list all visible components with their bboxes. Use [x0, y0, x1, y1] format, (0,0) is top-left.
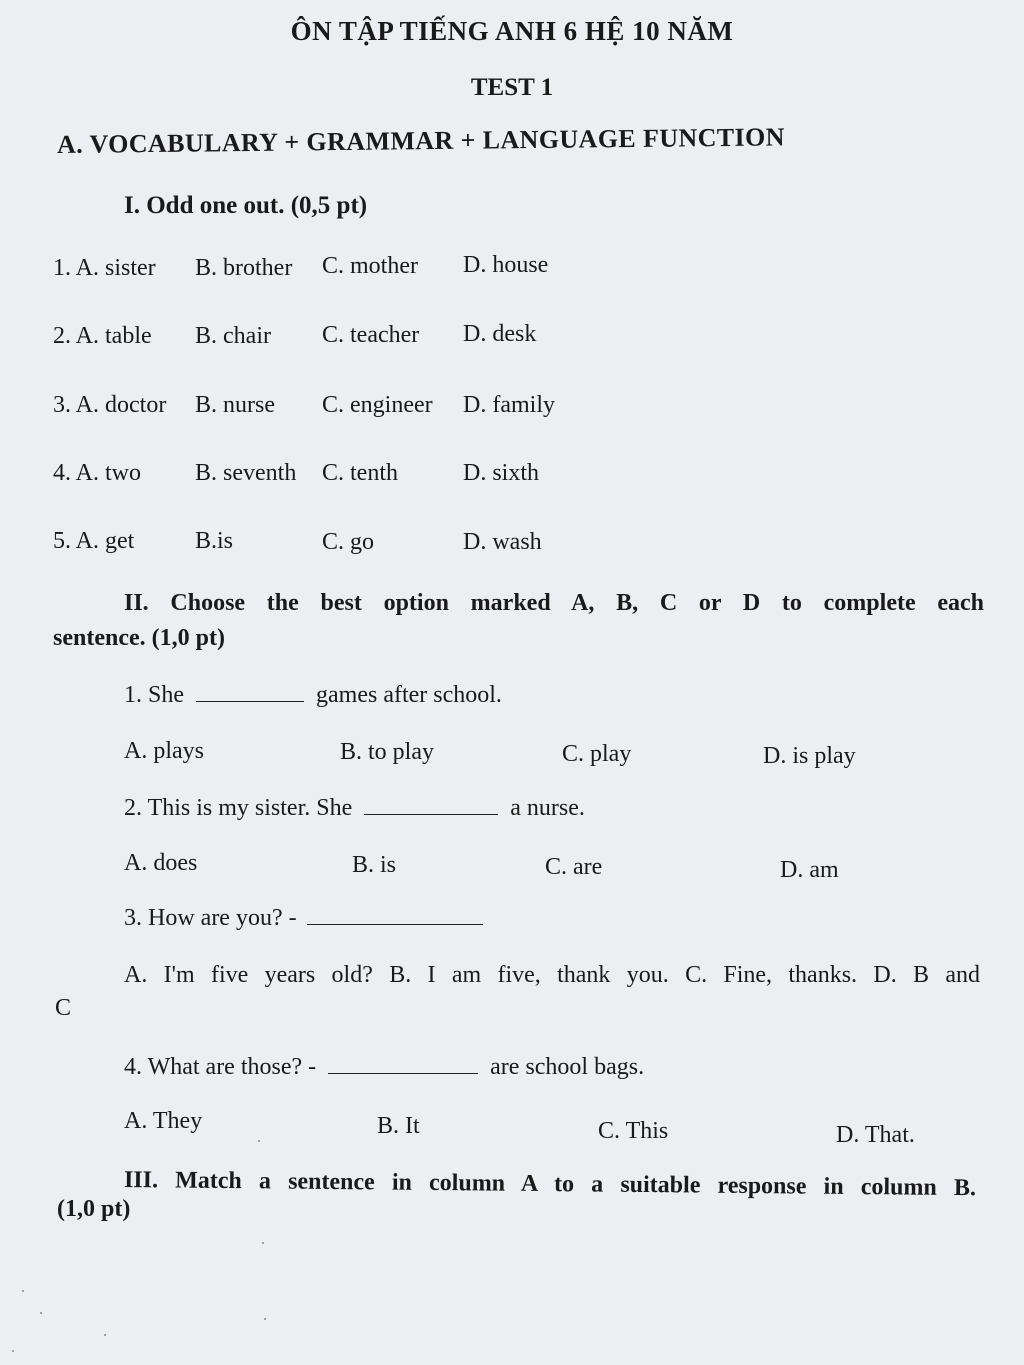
part1-heading: I. Odd one out. (0,5 pt) [124, 192, 368, 219]
page-title: ÔN TẬP TIẾNG ANH 6 HỆ 10 NĂM [290, 16, 734, 46]
part3-heading-cont: (1,0 pt) [57, 1196, 131, 1222]
option-d: D. family [463, 392, 555, 418]
option-a: 5. A. get [53, 528, 135, 554]
option-b: B.is [195, 528, 234, 554]
option-d: D. That. [836, 1122, 915, 1148]
question-stem-end: are school bags. [490, 1054, 645, 1080]
option-c: C. engineer [322, 392, 433, 418]
part2-question-3 [124, 905, 487, 932]
part2-heading: II. Choose the best option marked A, B, C or D to complete each [124, 590, 984, 616]
option-c: C. are [545, 854, 603, 880]
option-a: 1. A. sister [53, 255, 156, 281]
option-b: B. to play [340, 739, 434, 765]
part2-question-2 [124, 795, 585, 822]
option-d: D. house [463, 252, 549, 278]
option-c: C. This [598, 1118, 669, 1144]
answer-blank [328, 1055, 478, 1074]
option-a: 2. A. table [53, 323, 152, 349]
option-c: C. tenth [322, 460, 398, 486]
part2-question-4 [124, 1054, 644, 1081]
option-a: A. plays [124, 738, 204, 764]
answer-blank [364, 796, 498, 815]
option-b: B. brother [195, 255, 293, 281]
option-c: C. teacher [322, 322, 420, 348]
question-stem: 4. What are those? - [124, 1054, 317, 1080]
answer-blank [196, 683, 304, 702]
option-d: D. wash [463, 529, 542, 555]
option-d: D. is play [763, 743, 856, 769]
option-b: B. seventh [195, 460, 297, 486]
option-c: C. play [562, 741, 632, 767]
option-a: 3. A. doctor [53, 392, 167, 418]
option-d: D. desk [463, 321, 537, 347]
part2-q3-options: A. I'm five years old? B. I am five, thank you. C. Fine, thanks. D. B and [124, 962, 980, 988]
question-stem-end: a nurse. [510, 795, 585, 821]
option-b: B. chair [195, 323, 271, 349]
question-stem: 3. How are you? - [124, 905, 297, 931]
option-c: C. go [322, 529, 375, 555]
option-a: A. They [124, 1108, 203, 1134]
option-d: D. am [780, 857, 839, 883]
question-stem: 2. This is my sister. She [124, 795, 353, 821]
question-stem-end: games after school. [316, 682, 502, 708]
part2-heading-cont: sentence. (1,0 pt) [53, 625, 225, 651]
part2-q3-options-wrap: C [55, 995, 72, 1021]
option-b: B. is [352, 852, 397, 878]
option-d: D. sixth [463, 460, 540, 486]
option-b: B. It [377, 1113, 420, 1139]
section-a-title: A. VOCABULARY + GRAMMAR + LANGUAGE FUNCTION [56, 122, 786, 159]
part3-heading: III. Match a sentence in column A to a suitable response in column B. [123, 1167, 977, 1202]
test-label: TEST 1 [470, 74, 554, 101]
part2-question-1 [124, 682, 502, 709]
option-c: C. mother [322, 253, 418, 279]
question-stem: 1. She [124, 682, 184, 708]
option-a: 4. A. two [53, 460, 142, 486]
option-b: B. nurse [195, 392, 275, 418]
option-a: A. does [124, 850, 198, 876]
answer-blank [307, 906, 483, 925]
